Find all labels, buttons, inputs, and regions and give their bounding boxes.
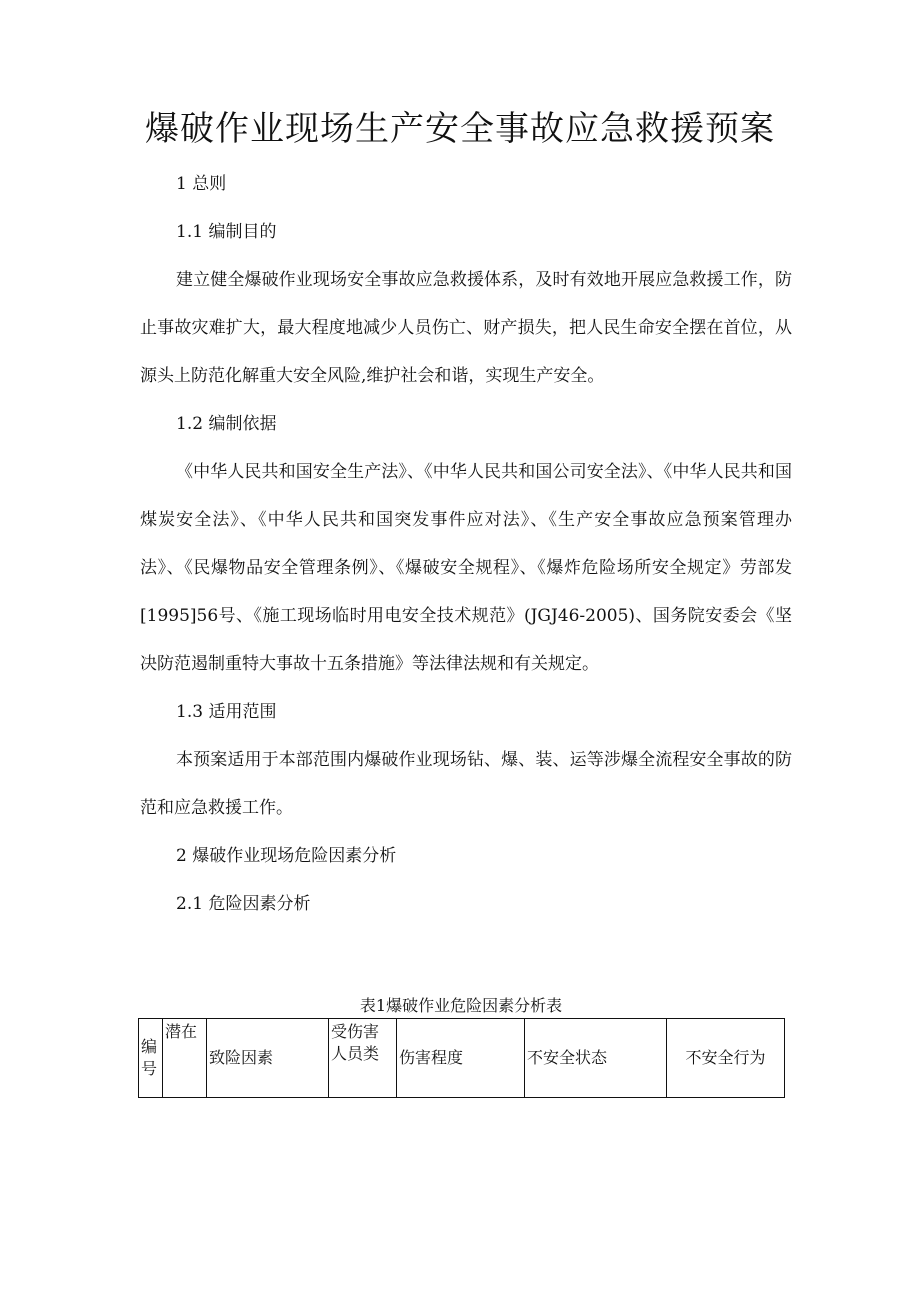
- header-cell-unsafe-behavior: 不安全行为: [667, 1019, 785, 1098]
- section-heading-1-3: 1.3 适用范围: [176, 702, 277, 722]
- header-cell-potential: 潜在: [163, 1019, 207, 1098]
- paragraph-purpose: 建立健全爆破作业现场安全事故应急救援体系，及时有效地开展应急救援工作，防止事故灾难扩大，最大程度地减少人员伤亡、财产损失，把人民生命安全摆在首位，从源头上防范化解重大安全风险,维护社会和谐，实现生产安全。: [140, 270, 792, 386]
- header-cell-number: 编号: [139, 1019, 163, 1098]
- section-heading-2: 2 爆破作业现场危险因素分析: [176, 846, 397, 866]
- header-cell-risk-factor: 致险因素: [207, 1019, 329, 1098]
- header-cell-unsafe-state: 不安全状态: [525, 1019, 667, 1098]
- header-cell-injury-degree: 伤害程度: [397, 1019, 525, 1098]
- document-title: 爆破作业现场生产安全事故应急救援预案: [145, 109, 775, 149]
- section-heading-2-1: 2.1 危险因素分析: [176, 894, 311, 914]
- section-heading-1-2: 1.2 编制依据: [176, 414, 277, 434]
- document-body: [140, 160, 792, 928]
- header-cell-injured-personnel: 受伤害人员类: [329, 1019, 397, 1098]
- table-header-row: [139, 1019, 785, 1098]
- section-heading-1: 1 总则: [176, 174, 227, 194]
- hazard-analysis-table: [138, 1018, 785, 1098]
- section-heading-1-1: 1.1 编制目的: [176, 222, 277, 242]
- paragraph-scope: 本预案适用于本部范围内爆破作业现场钻、爆、装、运等涉爆全流程安全事故的防范和应急救援工作。: [140, 750, 792, 818]
- paragraph-basis: 《中华人民共和国安全生产法》、《中华人民共和国公司安全法》、《中华人民共和国煤炭安全法》、《中华人民共和国突发事件应对法》、《生产安全事故应急预案管理办法》、《民爆物品安全管理条例》、《爆破安全规程》、《爆炸危险场所安全规定》劳部发[1995]56号、《施工现场临时用电安全技术规范》(JGJ46-2005)、国务院安委会《坚决防范遏制重特大事故十五条措施》等法律法规和有关规定。: [140, 462, 792, 674]
- table-caption: 表1爆破作业危险因素分析表: [359, 996, 563, 1015]
